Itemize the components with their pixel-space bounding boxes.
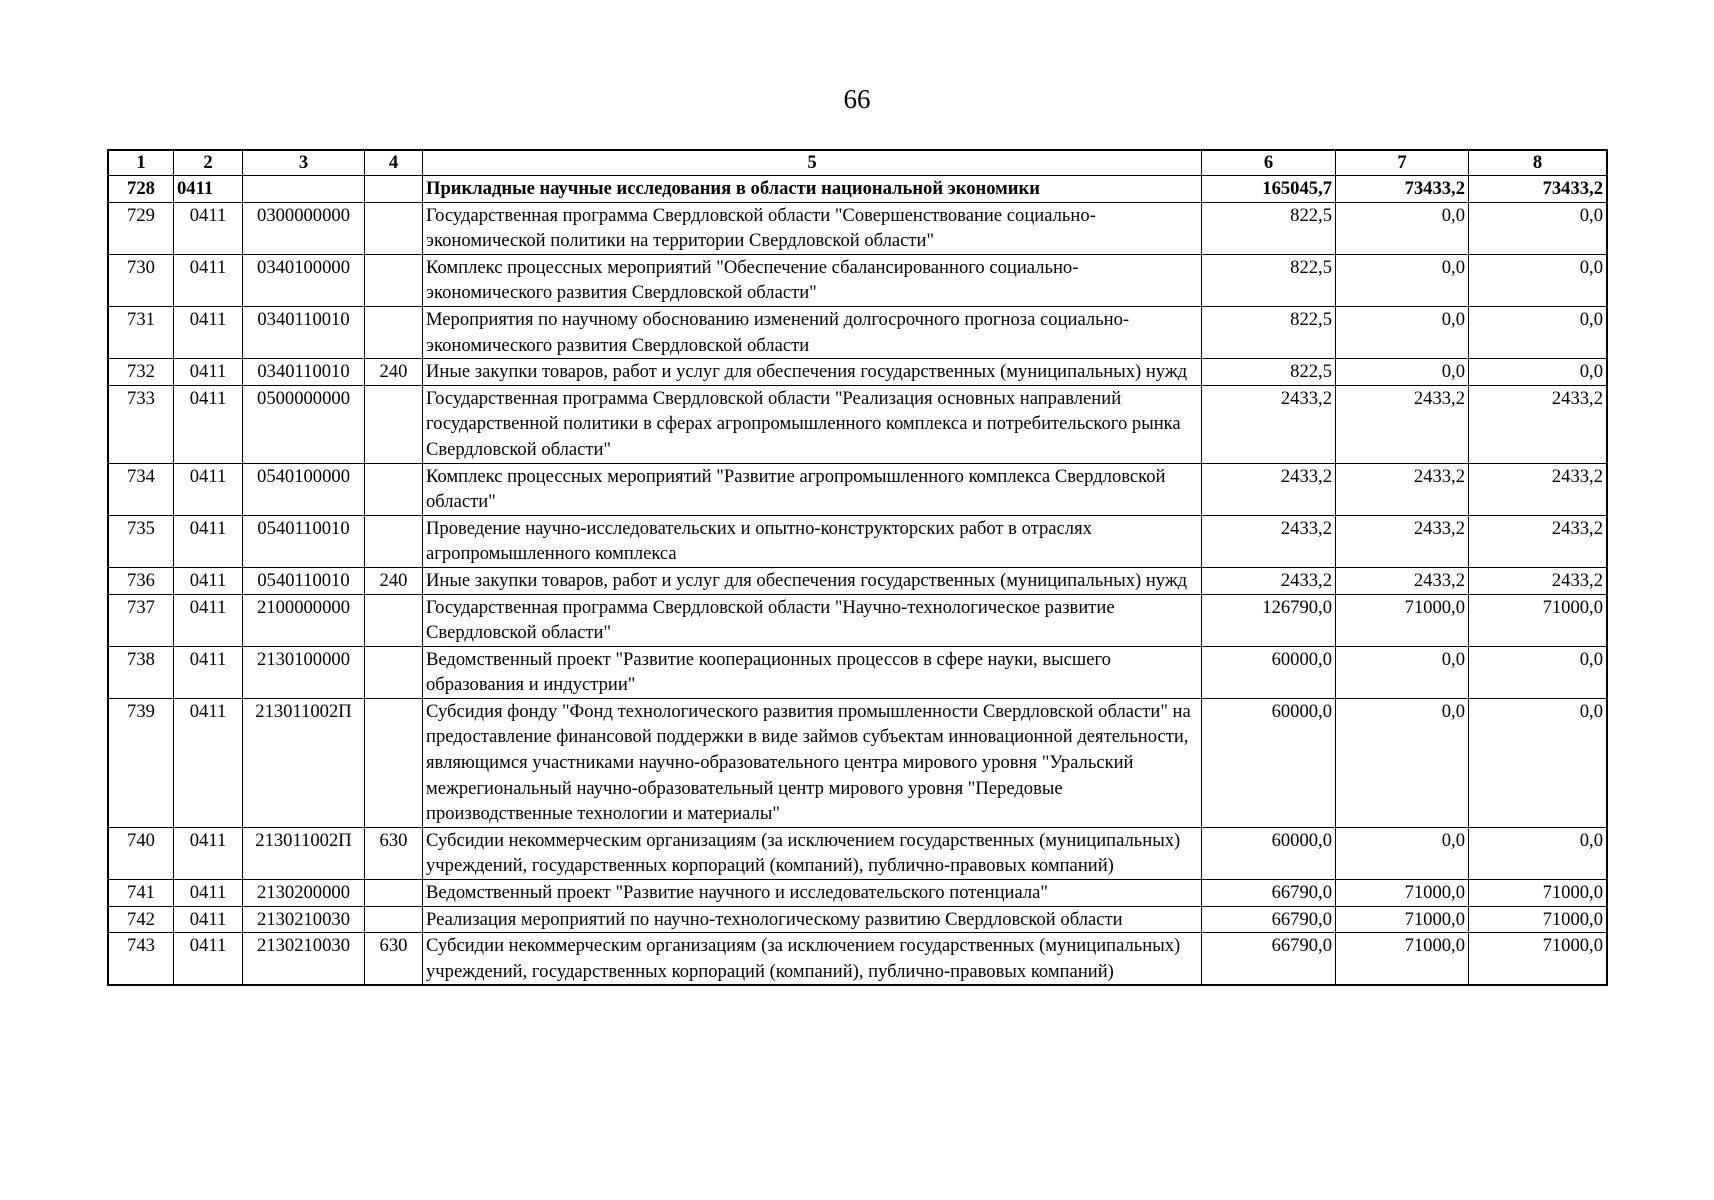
table-row [109, 515, 1607, 567]
target-code-cell [243, 176, 365, 203]
target-code-cell: 0540110010 [243, 515, 365, 567]
section-code-cell: 0411 [174, 463, 243, 515]
row-number-cell: 728 [109, 176, 174, 203]
row-number-cell: 735 [109, 515, 174, 567]
table-row [109, 567, 1607, 594]
amount-col6-cell: 60000,0 [1202, 827, 1336, 879]
item-name-cell: Прикладные научные исследования в области национальной экономики [423, 176, 1202, 203]
item-name-cell: Государственная программа Свердловской области "Реализация основных направлений государственной политики в сферах агропромышленного комплекса и потребительского рынка Свердловской области" [423, 385, 1202, 463]
row-number-cell: 739 [109, 698, 174, 827]
amount-col6-cell: 60000,0 [1202, 698, 1336, 827]
expense-type-cell [365, 515, 423, 567]
table-header-row [109, 151, 1607, 176]
target-code-cell: 0540110010 [243, 567, 365, 594]
amount-col6-cell: 66790,0 [1202, 880, 1336, 907]
amount-col7-cell: 2433,2 [1336, 463, 1469, 515]
section-code-cell: 0411 [174, 385, 243, 463]
item-name-cell: Субсидии некоммерческим организациям (за исключением государственных (муниципальных) учреждений, государственных корпораций (компаний), публично-правовых компаний) [423, 827, 1202, 879]
table-row [109, 933, 1607, 985]
section-code-cell: 0411 [174, 646, 243, 698]
target-code-cell: 2130100000 [243, 646, 365, 698]
amount-col7-cell: 0,0 [1336, 827, 1469, 879]
section-code-cell: 0411 [174, 359, 243, 386]
page-number: 66 [843, 84, 871, 114]
expense-type-cell [365, 254, 423, 306]
amount-col8-cell: 71000,0 [1469, 594, 1607, 646]
amount-col6-cell: 822,5 [1202, 359, 1336, 386]
table-row [109, 306, 1607, 358]
amount-col7-cell: 0,0 [1336, 306, 1469, 358]
amount-col6-cell: 66790,0 [1202, 906, 1336, 933]
table-row [109, 385, 1607, 463]
item-name-cell: Иные закупки товаров, работ и услуг для обеспечения государственных (муниципальных) нужд [423, 567, 1202, 594]
amount-col6-cell: 2433,2 [1202, 515, 1336, 567]
header-cell: 5 [423, 151, 1202, 176]
amount-col7-cell: 0,0 [1336, 359, 1469, 386]
amount-col8-cell: 2433,2 [1469, 463, 1607, 515]
amount-col8-cell: 0,0 [1469, 254, 1607, 306]
target-code-cell: 213011002П [243, 827, 365, 879]
amount-col6-cell: 165045,7 [1202, 176, 1336, 203]
expense-type-cell [365, 880, 423, 907]
table-row [109, 254, 1607, 306]
table-row [109, 594, 1607, 646]
table-row [109, 463, 1607, 515]
amount-col8-cell: 0,0 [1469, 306, 1607, 358]
table-row [109, 906, 1607, 933]
row-number-cell: 732 [109, 359, 174, 386]
header-cell: 1 [109, 151, 174, 176]
amount-col7-cell: 71000,0 [1336, 933, 1469, 985]
section-code-cell: 0411 [174, 827, 243, 879]
table-row [109, 176, 1607, 203]
target-code-cell: 0300000000 [243, 202, 365, 254]
section-code-cell: 0411 [174, 176, 243, 203]
target-code-cell: 213011002П [243, 698, 365, 827]
amount-col6-cell: 2433,2 [1202, 463, 1336, 515]
section-code-cell: 0411 [174, 306, 243, 358]
item-name-cell: Реализация мероприятий по научно-технологическому развитию Свердловской области [423, 906, 1202, 933]
expense-type-cell [365, 385, 423, 463]
amount-col6-cell: 2433,2 [1202, 385, 1336, 463]
expense-type-cell: 630 [365, 933, 423, 985]
amount-col6-cell: 822,5 [1202, 254, 1336, 306]
row-number-cell: 734 [109, 463, 174, 515]
expense-type-cell [365, 463, 423, 515]
amount-col7-cell: 0,0 [1336, 698, 1469, 827]
header-cell: 7 [1336, 151, 1469, 176]
expense-type-cell [365, 646, 423, 698]
expense-type-cell [365, 176, 423, 203]
amount-col8-cell: 2433,2 [1469, 515, 1607, 567]
amount-col6-cell: 66790,0 [1202, 933, 1336, 985]
amount-col6-cell: 126790,0 [1202, 594, 1336, 646]
table-row [109, 646, 1607, 698]
expense-type-cell [365, 202, 423, 254]
amount-col7-cell: 71000,0 [1336, 594, 1469, 646]
target-code-cell: 0500000000 [243, 385, 365, 463]
amount-col6-cell: 822,5 [1202, 306, 1336, 358]
expense-type-cell: 240 [365, 359, 423, 386]
amount-col6-cell: 2433,2 [1202, 567, 1336, 594]
section-code-cell: 0411 [174, 698, 243, 827]
header-cell: 4 [365, 151, 423, 176]
header-cell: 8 [1469, 151, 1607, 176]
row-number-cell: 731 [109, 306, 174, 358]
table-row [109, 880, 1607, 907]
section-code-cell: 0411 [174, 254, 243, 306]
amount-col6-cell: 60000,0 [1202, 646, 1336, 698]
item-name-cell: Ведомственный проект "Развитие научного и исследовательского потенциала" [423, 880, 1202, 907]
amount-col8-cell: 71000,0 [1469, 906, 1607, 933]
table-body [109, 176, 1607, 985]
item-name-cell: Субсидия фонду "Фонд технологического развития промышленности Свердловской области" на предоставление финансовой поддержки в виде займов субъектам инновационной деятельности, являющимся участниками научно-образовательного центра мирового уровня "Уральский межрегиональный научно-образовательный центр мирового уровня "Передовые производственные технологии и материалы" [423, 698, 1202, 827]
budget-table [108, 150, 1607, 985]
row-number-cell: 742 [109, 906, 174, 933]
amount-col8-cell: 73433,2 [1469, 176, 1607, 203]
section-code-cell: 0411 [174, 906, 243, 933]
amount-col8-cell: 2433,2 [1469, 385, 1607, 463]
expense-type-cell: 240 [365, 567, 423, 594]
item-name-cell: Государственная программа Свердловской области "Совершенствование социально-экономической политики на территории Свердловской области" [423, 202, 1202, 254]
header-cell: 6 [1202, 151, 1336, 176]
item-name-cell: Иные закупки товаров, работ и услуг для обеспечения государственных (муниципальных) нужд [423, 359, 1202, 386]
amount-col7-cell: 73433,2 [1336, 176, 1469, 203]
amount-col8-cell: 71000,0 [1469, 933, 1607, 985]
amount-col8-cell: 0,0 [1469, 202, 1607, 254]
table-row [109, 827, 1607, 879]
row-number-cell: 738 [109, 646, 174, 698]
target-code-cell: 2100000000 [243, 594, 365, 646]
item-name-cell: Мероприятия по научному обоснованию изменений долгосрочного прогноза социально-экономического развития Свердловской области [423, 306, 1202, 358]
target-code-cell: 0340110010 [243, 359, 365, 386]
header-cell: 3 [243, 151, 365, 176]
amount-col6-cell: 822,5 [1202, 202, 1336, 254]
amount-col8-cell: 0,0 [1469, 646, 1607, 698]
item-name-cell: Комплекс процессных мероприятий "Обеспечение сбалансированного социально-экономического развития Свердловской области" [423, 254, 1202, 306]
target-code-cell: 0340100000 [243, 254, 365, 306]
row-number-cell: 741 [109, 880, 174, 907]
expense-type-cell: 630 [365, 827, 423, 879]
amount-col7-cell: 71000,0 [1336, 906, 1469, 933]
table-row [109, 359, 1607, 386]
table-row [109, 698, 1607, 827]
table-row [109, 202, 1607, 254]
row-number-cell: 743 [109, 933, 174, 985]
item-name-cell: Субсидии некоммерческим организациям (за исключением государственных (муниципальных) учреждений, государственных корпораций (компаний), публично-правовых компаний) [423, 933, 1202, 985]
row-number-cell: 740 [109, 827, 174, 879]
amount-col7-cell: 0,0 [1336, 202, 1469, 254]
target-code-cell: 2130210030 [243, 906, 365, 933]
expense-type-cell [365, 306, 423, 358]
target-code-cell: 2130200000 [243, 880, 365, 907]
amount-col8-cell: 0,0 [1469, 827, 1607, 879]
section-code-cell: 0411 [174, 202, 243, 254]
row-number-cell: 733 [109, 385, 174, 463]
amount-col7-cell: 71000,0 [1336, 880, 1469, 907]
target-code-cell: 2130210030 [243, 933, 365, 985]
item-name-cell: Государственная программа Свердловской области "Научно-технологическое развитие Свердловской области" [423, 594, 1202, 646]
amount-col7-cell: 2433,2 [1336, 515, 1469, 567]
amount-col7-cell: 0,0 [1336, 646, 1469, 698]
section-code-cell: 0411 [174, 567, 243, 594]
header-cell: 2 [174, 151, 243, 176]
expense-type-cell [365, 594, 423, 646]
section-code-cell: 0411 [174, 933, 243, 985]
item-name-cell: Ведомственный проект "Развитие кооперационных процессов в сфере науки, высшего образования и индустрии" [423, 646, 1202, 698]
section-code-cell: 0411 [174, 880, 243, 907]
amount-col8-cell: 0,0 [1469, 698, 1607, 827]
row-number-cell: 736 [109, 567, 174, 594]
amount-col7-cell: 2433,2 [1336, 567, 1469, 594]
section-code-cell: 0411 [174, 594, 243, 646]
expense-type-cell [365, 906, 423, 933]
amount-col7-cell: 0,0 [1336, 254, 1469, 306]
item-name-cell: Комплекс процессных мероприятий "Развитие агропромышленного комплекса Свердловской области" [423, 463, 1202, 515]
target-code-cell: 0540100000 [243, 463, 365, 515]
row-number-cell: 737 [109, 594, 174, 646]
expense-type-cell [365, 698, 423, 827]
row-number-cell: 729 [109, 202, 174, 254]
amount-col8-cell: 2433,2 [1469, 567, 1607, 594]
amount-col8-cell: 71000,0 [1469, 880, 1607, 907]
amount-col7-cell: 2433,2 [1336, 385, 1469, 463]
amount-col8-cell: 0,0 [1469, 359, 1607, 386]
target-code-cell: 0340110010 [243, 306, 365, 358]
section-code-cell: 0411 [174, 515, 243, 567]
item-name-cell: Проведение научно-исследовательских и опытно-конструкторских работ в отраслях агропромышленного комплекса [423, 515, 1202, 567]
row-number-cell: 730 [109, 254, 174, 306]
